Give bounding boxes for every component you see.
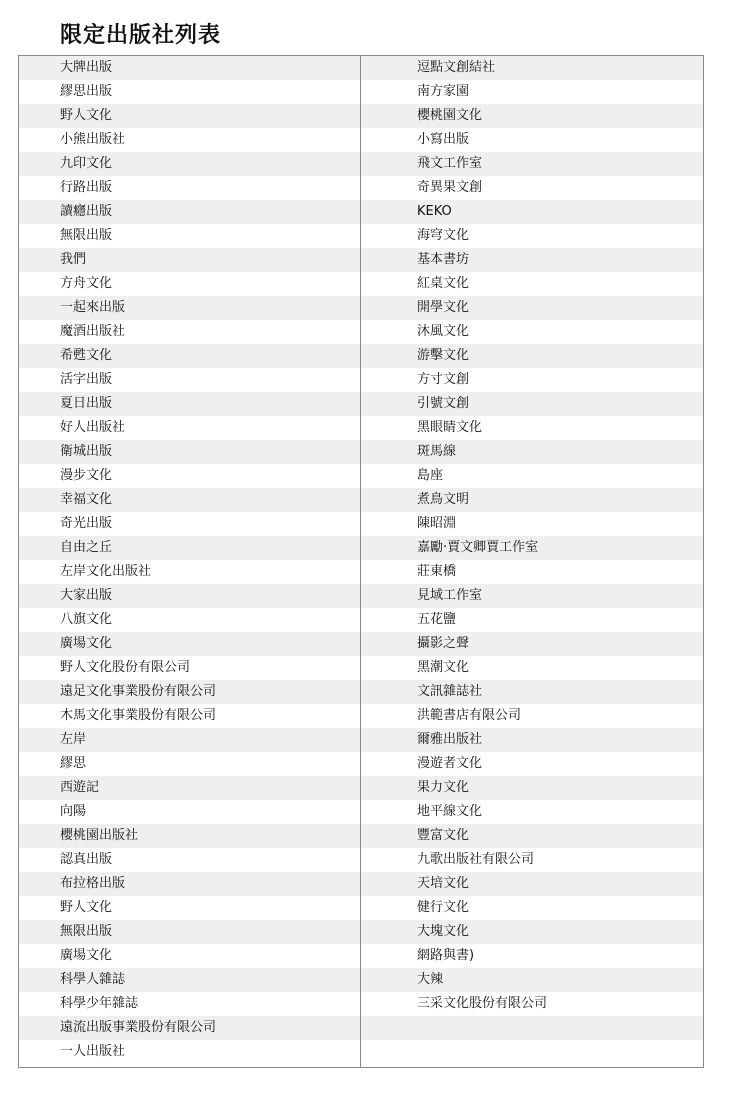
table-row: 嘉勵‧賈文卿賈工作室	[361, 536, 703, 560]
table-row: 游擊文化	[361, 344, 703, 368]
table-row: 九歌出版社有限公司	[361, 848, 703, 872]
table-row: KEKO	[361, 200, 703, 224]
table-row: 左岸	[19, 728, 360, 752]
table-row: 島座	[361, 464, 703, 488]
left-column	[19, 56, 361, 1067]
table-row: 三采文化股份有限公司	[361, 992, 703, 1016]
table-row: 黑潮文化	[361, 656, 703, 680]
table-row: 幸福文化	[19, 488, 360, 512]
table-row: 向陽	[19, 800, 360, 824]
table-row: 漫步文化	[19, 464, 360, 488]
table-row: 夏日出版	[19, 392, 360, 416]
table-row: 煮鳥文明	[361, 488, 703, 512]
table-row: 爾雅出版社	[361, 728, 703, 752]
table-row: 紅桌文化	[361, 272, 703, 296]
table-row: 好人出版社	[19, 416, 360, 440]
table-row: 魔酒出版社	[19, 320, 360, 344]
table-row: 行路出版	[19, 176, 360, 200]
table-row: 繆思	[19, 752, 360, 776]
right-column	[361, 56, 703, 1067]
table-row: 大辣	[361, 968, 703, 992]
table-row: 木馬文化事業股份有限公司	[19, 704, 360, 728]
table-row: 希甦文化	[19, 344, 360, 368]
page-title: 限定出版社列表	[60, 23, 222, 48]
table-row: 陳昭淵	[361, 512, 703, 536]
table-row: 果力文化	[361, 776, 703, 800]
table-row: 西遊記	[19, 776, 360, 800]
table-row	[361, 1016, 703, 1040]
table-row: 科學人雜誌	[19, 968, 360, 992]
table-row: 無限出版	[19, 224, 360, 248]
table-row: 文訊雜誌社	[361, 680, 703, 704]
table-row: 開學文化	[361, 296, 703, 320]
publisher-table	[18, 55, 704, 1068]
table-row: 攝影之聲	[361, 632, 703, 656]
table-row: 衛城出版	[19, 440, 360, 464]
table-row: 小熊出版社	[19, 128, 360, 152]
table-row: 野人文化	[19, 104, 360, 128]
table-row: 野人文化股份有限公司	[19, 656, 360, 680]
table-row: 豐富文化	[361, 824, 703, 848]
table-row: 布拉格出版	[19, 872, 360, 896]
table-row: 洪範書店有限公司	[361, 704, 703, 728]
table-row: 一人出版社	[19, 1040, 360, 1064]
table-row: 科學少年雜誌	[19, 992, 360, 1016]
table-row: 讀癮出版	[19, 200, 360, 224]
table-row: 斑馬線	[361, 440, 703, 464]
table-row: 方寸文創	[361, 368, 703, 392]
table-row: 繆思出版	[19, 80, 360, 104]
table-row: 莊東橋	[361, 560, 703, 584]
table-row: 五花鹽	[361, 608, 703, 632]
table-row: 遠流出版事業股份有限公司	[19, 1016, 360, 1040]
table-row: 大牌出版	[19, 56, 360, 80]
table-row: 遠足文化事業股份有限公司	[19, 680, 360, 704]
table-row: 廣場文化	[19, 944, 360, 968]
table-row: 地平線文化	[361, 800, 703, 824]
table-row: 野人文化	[19, 896, 360, 920]
table-row: 無限出版	[19, 920, 360, 944]
table-row: 海穹文化	[361, 224, 703, 248]
table-row: 漫遊者文化	[361, 752, 703, 776]
table-row: 小寫出版	[361, 128, 703, 152]
table-row: 天培文化	[361, 872, 703, 896]
table-row: 活字出版	[19, 368, 360, 392]
table-row: 飛文工作室	[361, 152, 703, 176]
table-row: 八旗文化	[19, 608, 360, 632]
table-row: 逗點文創結社	[361, 56, 703, 80]
table-row: 我們	[19, 248, 360, 272]
table-row: 見域工作室	[361, 584, 703, 608]
table-row: 奇光出版	[19, 512, 360, 536]
table-row	[361, 1040, 703, 1064]
table-row: 大家出版	[19, 584, 360, 608]
table-row: 自由之丘	[19, 536, 360, 560]
table-row: 大塊文化	[361, 920, 703, 944]
table-row: 左岸文化出版社	[19, 560, 360, 584]
table-row: 南方家園	[361, 80, 703, 104]
table-row: 認真出版	[19, 848, 360, 872]
table-row: 奇異果文創	[361, 176, 703, 200]
table-row: 櫻桃園文化	[361, 104, 703, 128]
table-row: 黑眼睛文化	[361, 416, 703, 440]
table-row: 櫻桃園出版社	[19, 824, 360, 848]
table-row: 沐風文化	[361, 320, 703, 344]
table-row: 九印文化	[19, 152, 360, 176]
table-row: 健行文化	[361, 896, 703, 920]
table-row: 基本書坊	[361, 248, 703, 272]
table-row: 方舟文化	[19, 272, 360, 296]
table-row: 網路與書)	[361, 944, 703, 968]
table-row: 一起來出版	[19, 296, 360, 320]
table-row: 廣場文化	[19, 632, 360, 656]
table-row: 引號文創	[361, 392, 703, 416]
